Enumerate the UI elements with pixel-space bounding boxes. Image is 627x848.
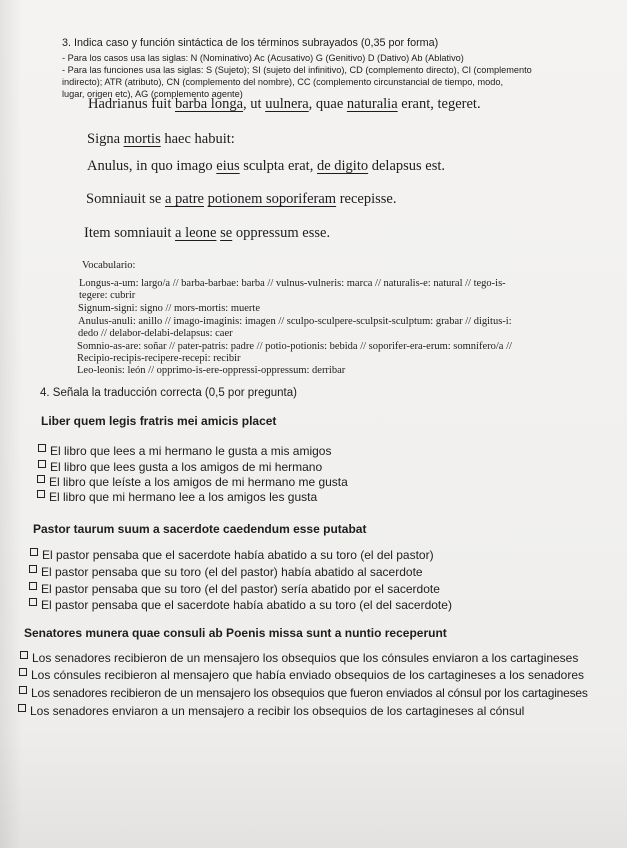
question-3-title: 3. Indica caso y función sintáctica de los términos subrayados (0,35 por forma) [62,37,439,49]
answer-option[interactable]: El libro que mi hermano lee a los amigos les gusta [37,490,317,504]
vocabulary-line: Anulus-anuli: anillo // imago-imaginis: imagen // sculpo-sculpere-sculpsit-sculptum: grabar // digitus-i: [78,316,512,327]
answer-option[interactable]: Los senadores enviaron a un mensajero a recibir los obsequios de los cartagineses al cónsul [18,704,524,718]
latin-sentence-1: Hadrianus fuit barba longa, ut uulnera, quae naturalia erant, tegeret. [88,96,481,112]
vocabulary-line: Recipio-recipis-recipere-recepi: recibir [77,353,241,364]
instruction-functions: - Para las funciones usa las siglas: S (Sujeto); SI (sujeto del infinitivo), CD (complemento directo), CI (complemento [62,65,532,75]
instruction-functions-end: lugar, origen etc), AG (complemento agente) [62,89,243,99]
latin-sentence-4: Somniauit se a patre potionem soporiferam recepisse. [86,191,397,207]
checkbox-icon[interactable] [29,565,37,573]
latin-sentence-3: Anulus, in quo imago eius sculpta erat, de digito delapsus est. [87,158,446,174]
latin-sentence-2: Signa mortis haec habuit: [87,131,235,147]
instruction-functions-cont: indirecto); ATR (atributo), CN (complemento del nombre), CC (complemento circunstancial de tiempo, modo, [62,77,503,87]
checkbox-icon[interactable] [30,548,38,556]
latin-sentence-5: Item somniauit a leone se oppressum esse. [84,225,331,241]
latin-phrase-3: Senatores munera quae consuli ab Poenis missa sunt a nuntio receperunt [24,626,447,640]
answer-option[interactable]: El pastor pensaba que su toro (el del pastor) sería abatido por el sacerdote [29,582,440,596]
answer-option[interactable]: El libro que leíste a los amigos de mi hermano me gusta [37,475,348,489]
instruction-cases: - Para los casos usa las siglas: N (Nominativo) Ac (Acusativo) G (Genitivo) D (Dativo) Ab (Ablativo) [62,53,464,63]
question-4-title: 4. Señala la traducción correcta (0,5 por pregunta) [40,387,297,399]
underlined-term: barba longa [174,96,244,112]
checkbox-icon[interactable] [38,460,46,468]
checkbox-icon[interactable] [20,651,28,659]
vocabulary-line: Leo-leonis: león // opprimo-is-ere-oppressi-oppressum: derribar [77,365,346,376]
vocabulary-line: Somnio-as-are: soñar // pater-patris: padre // potio-potionis: bebida // soporifer-era-erum: somnífero/a // [77,341,512,352]
checkbox-icon[interactable] [29,598,37,606]
answer-option[interactable]: El libro que lees gusta a los amigos de mi hermano [38,460,322,474]
answer-option[interactable]: El pastor pensaba que el sacerdote había abatido a su toro (el del pastor) [30,548,434,562]
checkbox-icon[interactable] [38,444,46,452]
latin-phrase-1: Liber quem legis fratris mei amicis placet [41,414,277,428]
vocabulary-line: dedo // delabor-delabi-delapsus: caer [78,328,233,339]
answer-option[interactable]: Los cónsules recibieron al mensajero que había enviado obsequios de los cartagineses a los senadores [19,668,584,682]
underlined-term: naturalia [346,96,398,112]
answer-option[interactable]: El libro que lees a mi hermano le gusta a mis amigos [38,444,331,458]
vocabulary-title: Vocabulario: [82,260,136,271]
vocabulary-line: Longus-a-um: largo/a // barba-barbae: barba // vulnus-vulneris: marca // naturalis-e: natural // tego-is- [79,278,506,289]
underlined-term: mortis [123,131,161,147]
answer-option[interactable]: El pastor pensaba que su toro (el del pastor) había abatido al sacerdote [29,565,423,579]
checkbox-icon[interactable] [19,668,27,676]
answer-option[interactable]: El pastor pensaba que el sacerdote había abatido a su toro (el del sacerdote) [29,598,452,612]
underlined-term: eius [216,158,240,174]
page-shadow-bottom [0,728,627,848]
checkbox-icon[interactable] [37,490,45,498]
page-shadow-left [0,0,22,848]
underlined-term: de digito [316,158,369,174]
vocabulary-line: tegere: cubrir [79,290,136,301]
checkbox-icon[interactable] [18,704,26,712]
checkbox-icon[interactable] [19,686,27,694]
underlined-term: potionem soporiferam [207,191,337,207]
vocabulary-line: Signum-signi: signo // mors-mortis: muerte [78,303,260,314]
underlined-term: uulnera [265,96,309,112]
underlined-term: a leone [175,225,217,241]
checkbox-icon[interactable] [29,582,37,590]
latin-phrase-2: Pastor taurum suum a sacerdote caedendum esse putabat [33,522,367,536]
answer-option[interactable]: Los senadores recibieron de un mensajero los obsequios que fueron enviados al cónsul por los cartagineses [19,686,588,700]
underlined-term: a patre [164,191,204,207]
underlined-term: se [220,225,233,241]
checkbox-icon[interactable] [37,475,45,483]
answer-option[interactable]: Los senadores recibieron de un mensajero los obsequios que los cónsules enviaron a los cartagineses [20,651,578,665]
